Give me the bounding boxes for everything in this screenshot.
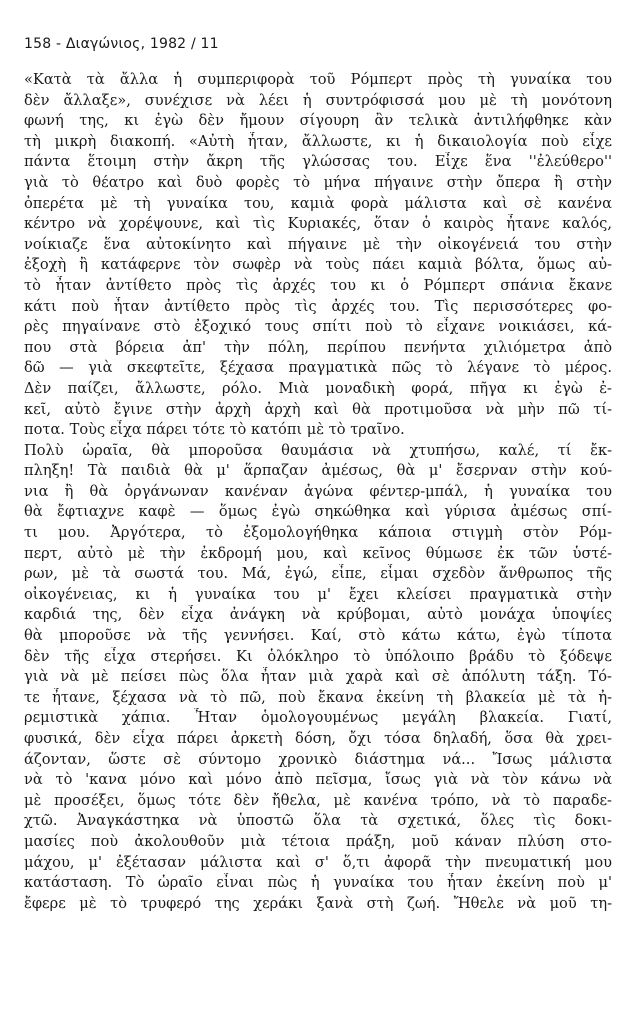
text-line: περτ, αὐτὸ μὲ τὴν ἐκδρομή μου, καὶ κεῖνος θύμωσε ἐκ τῶν ὑστέ- xyxy=(24,544,612,562)
text-line: δὲν ἄλλαξε», συνέχισε νὰ λέει ἡ συντρόφισσά μου μὲ τὴ μονότονη xyxy=(24,91,612,109)
text-line: Δὲν παίζει, ἄλλωστε, ρόλο. Μιὰ μοναδικὴ φορά, πῆγα κι ἐγὼ ἐ- xyxy=(24,379,612,397)
text-line: τὸ ἦταν ἀντίθετο πρὸς τὶς ἀρχές του κι ὁ Ρόμπερτ σπάνια ἔκανε xyxy=(24,276,612,294)
text-line: τι μου. Ἀργότερα, τὸ ἐξομολογήθηκα κάποια στιγμὴ στὸν Ρόμ- xyxy=(24,524,612,542)
text-line: άζονταν, ὥστε σὲ σύντομο χρονικὸ διάστημα νά... Ἴσως μάλιστα xyxy=(24,750,612,768)
text-line: φυσικά, δὲν εἶχα πάρει ἀρκετὴ δόση, ὄχι τόσα δηλαδή, ὅσα θὰ χρει- xyxy=(24,730,612,747)
text-line: κάτι ποὺ ἦταν ἀντίθετο πρὸς τὶς ἀρχές του. Τὶς περισσότερες φο- xyxy=(24,297,612,315)
running-head: 158 - Διαγώνιος, 1982 / 11 xyxy=(24,36,219,52)
text-line: δὲν τῆς εἶχα στερήσει. Κι ὁλόκληρο τὸ ὑπόλοιπο βράδυ τὸ ξόδεψε xyxy=(24,647,612,665)
text-line: φωνή της, κι ἐγὼ δὲν ἤμουν σίγουρη ἂν τελικὰ ἀντιλήφθηκε κὰν xyxy=(24,112,612,130)
text-line: ἔφερε μὲ τὸ τρυφερό της χεράκι ξανὰ στὴ ζωή. Ἤθελε νὰ μοῦ τη- xyxy=(24,894,612,912)
text-line: μασίες ποὺ ἀκολουθοῦν μιὰ τέτοια πράξη, μοῦ κάναν πλύση στο- xyxy=(24,832,612,850)
text-line: γιὰ νὰ μὲ πείσει πὼς ὅλα ἦταν μιὰ χαρὰ καὶ σὲ ἀπόλυτη τάξη. Τό- xyxy=(24,668,612,686)
text-line: ποτα. Τοὺς εἶχα πάρει τότε τὸ κατόπι μὲ τὸ τραῖνο. xyxy=(24,421,405,439)
text-line: «Κατὰ τὰ ἄλλα ἡ συμπεριφορὰ τοῦ Ρόμπερτ πρὸς τὴ γυναίκα του xyxy=(24,71,612,88)
text-line: μάχου, μ' ἐξέτασαν μάλιστα καὶ σ' ὅ,τι ἀφορᾶ τὴν πνευματική μου xyxy=(24,853,612,871)
text-line: κατάσταση. Τὸ ὡραῖο εἶναι πὼς ἡ γυναίκα του ἦταν ἐκείνη ποὺ μ' xyxy=(24,874,612,892)
text-line: θὰ μποροῦσε νὰ τῆς γεννήσει. Καί, στὸ κάτω κάτω, ἐγὼ τίποτα xyxy=(24,627,612,645)
text-line: Πολὺ ὡραῖα, θὰ μποροῦσα θαυμάσια νὰ χτυπήσω, καλέ, τί ἔκ- xyxy=(24,441,612,459)
text-line: ὀπερέτα μὲ τὴ γυναίκα του, καμιὰ φορὰ μάλιστα καὶ σὲ κανένα xyxy=(24,194,612,212)
text-line: πληξη! Τὰ παιδιὰ θὰ μ' ἅρπαζαν ἀμέσως, θὰ μ' ἔσερναν στὴν κού- xyxy=(24,462,612,480)
text-line: καρδιά της, δὲν εἶχα ἀνάγκη νὰ κρύβομαι, αὐτὸ μονάχα ὑποψίες xyxy=(24,606,612,624)
text-line: τε ἦτανε, ξέχασα νὰ τὸ πῶ, ποὺ ἔκανα ἐκείνη τὴ βλακεία μὲ τὰ ἠ- xyxy=(24,688,612,706)
text-line: που στὰ βόρεια ἀπ' τὴν πόλη, περίπου πενήντα χιλιόμετρα ἀπὸ xyxy=(24,338,612,356)
text-line: ρων, μὲ τὰ σωστά του. Μά, ἐγώ, εἶπε, εἶμαι σχεδὸν ἄνθρωπος τῆς xyxy=(24,565,612,583)
text-line: δῶ — γιὰ σκεφτεῖτε, ξέχασα πραγματικὰ πῶς τὸ λέγανε τὸ μέρος. xyxy=(24,359,612,377)
text-line: χτῶ. Ἀναγκάστηκα νὰ ὑποστῶ ὅλα τὰ σχετικά, ὅλες τὶς δοκι- xyxy=(24,812,612,830)
text-line: κέντρο νὰ χορέψουνε, καὶ τὶς Κυριακές, ὅταν ὁ καιρὸς ἦτανε καλός, xyxy=(24,215,612,233)
text-line: ρὲς πηγαίνανε στὸ ἐξοχικό τους σπίτι ποὺ τὸ εἶχανε νοικιάσει, κά- xyxy=(24,318,612,336)
text-line: ἐξοχὴ ἢ κατάφερνε τὸν σωφὲρ νὰ τοὺς πάει καμιὰ βόλτα, ὅμως αὐ- xyxy=(24,256,612,274)
text-line: γιὰ τὸ θέατρο καὶ δυὸ φορὲς τὸ μήνα πήγαινε στὴν ὄπερα ἢ στὴν xyxy=(24,173,612,191)
text-line: οἰκογένειας, κι ἡ γυναίκα του μ' ἔχει κλείσει πραγματικὰ στὴν xyxy=(24,585,612,603)
text-line: πάντα ἕτοιμη στὴν ἄκρη τῆς γλώσσας του. Εἶχε ἕνα ''ἐλεύθερο'' xyxy=(24,153,612,171)
text-line: μὲ προσέξει, ὅμως τότε δὲν ἤθελα, μὲ κανένα τρόπο, νὰ τὸ παραδε- xyxy=(24,791,612,809)
body-text xyxy=(24,70,612,914)
text-line: νὰ τὸ 'κανα μόνο καὶ μόνο ἀπὸ πεῖσμα, ἴσως γιὰ νὰ τὸν κάνω νὰ xyxy=(24,771,612,789)
text-line: τὴ μικρὴ διακοπή. «Αὐτὴ ἦταν, ἄλλωστε, κι ἡ δικαιολογία ποὺ εἶχε xyxy=(24,132,612,150)
text-line: νια ἢ θὰ ὀργάνωναν κανέναν ἀγώνα φέντερ-μπάλ, ἡ γυναίκα του xyxy=(24,482,612,500)
text-line: κεῖ, αὐτὸ ἔγινε στὴν ἀρχὴ ἀρχὴ καὶ θὰ προτιμοῦσα νὰ μὴν πῶ τί- xyxy=(24,400,612,418)
text-line: θὰ ἔφτιαχνε καφὲ — ὅμως ἐγὼ σηκώθηκα καὶ γύρισα ἀμέσως σπί- xyxy=(24,503,612,521)
text-line: ρεμιστικὰ χάπια. Ἦταν ὁμολογουμένως μεγάλη βλακεία. Γιατί, xyxy=(24,709,612,727)
text-line: νοίκιαζε ἕνα αὐτοκίνητο καὶ πήγαινε μὲ τὴν οἰκογένειά του στὴν xyxy=(24,235,612,253)
